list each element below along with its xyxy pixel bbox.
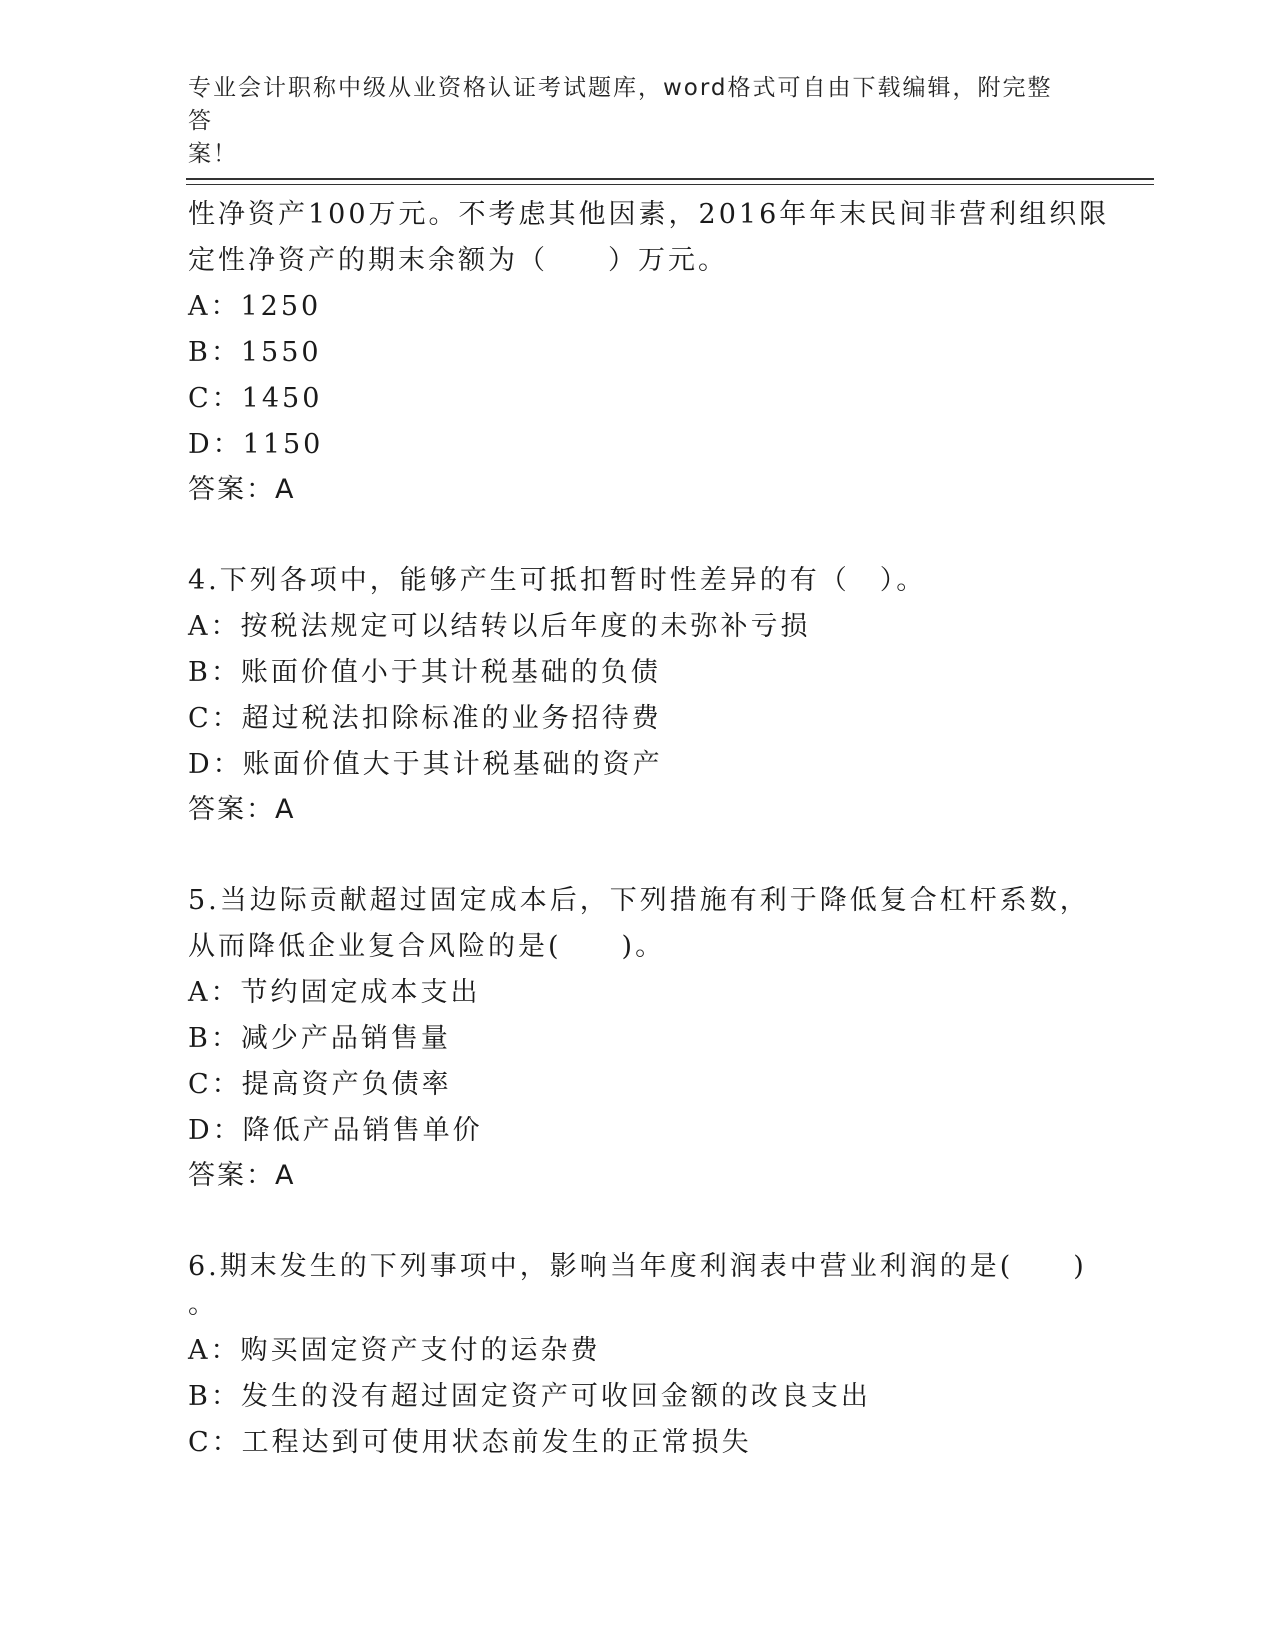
answer-label: 答案：A [188,474,296,505]
option-a: A：购买固定资产支付的运杂费 [188,1335,601,1366]
answer-label: 答案：A [188,1160,296,1191]
option-b: B：1550 [188,337,322,368]
option-d: D：账面价值大于其计税基础的资产 [188,749,663,780]
option-c: C：超过税法扣除标准的业务招待费 [188,703,662,734]
header-divider-top [186,178,1154,180]
header-line-1: 专业会计职称中级从业资格认证考试题库，word格式可自由下载编辑，附完整答 [188,75,1053,134]
header-divider-bottom [186,184,1154,185]
question-stem-line: 性净资产100万元。不考虑其他因素，2016年年末民间非营利组织限 [188,199,1110,230]
question-stem-line: 定性净资产的期末余额为（ ）万元。 [188,245,728,276]
question-stem-line: 4.下列各项中，能够产生可抵扣暂时性差异的有（ ）。 [188,565,927,596]
question-content [188,192,1110,1466]
option-b: B：减少产品销售量 [188,1023,451,1054]
option-d: D：降低产品销售单价 [188,1115,483,1146]
question-6 [188,1244,1087,1466]
spacer [188,1198,1068,1244]
question-4 [188,558,1068,832]
spacer [188,832,1068,878]
option-a: A：节约固定成本支出 [188,977,481,1008]
option-a: A：1250 [188,291,322,322]
question-stem-line: 5.当边际贡献超过固定成本后，下列措施有利于降低复合杠杆系数， [188,885,1090,916]
question-stem-line: 从而降低企业复合风险的是( )。 [188,931,666,962]
option-d: D：1150 [188,429,324,460]
option-c: C：工程达到可使用状态前发生的正常损失 [188,1427,752,1458]
option-b: B：账面价值小于其计税基础的负债 [188,657,661,688]
answer-label: 答案：A [188,794,296,825]
spacer [188,512,1068,558]
question-5 [188,878,1090,1198]
header-line-2: 案！ [188,141,238,167]
option-c: C：1450 [188,383,323,414]
option-b: B：发生的没有超过固定资产可收回金额的改良支出 [188,1381,871,1412]
option-a: A：按税法规定可以结转以后年度的未弥补亏损 [188,611,811,642]
question-stem-line: 。 [188,1289,218,1320]
question-3 [188,192,1110,512]
option-c: C：提高资产负债率 [188,1069,452,1100]
question-stem-line: 6.期末发生的下列事项中，影响当年度利润表中营业利润的是( ) [188,1251,1087,1282]
page-header [188,72,1068,171]
